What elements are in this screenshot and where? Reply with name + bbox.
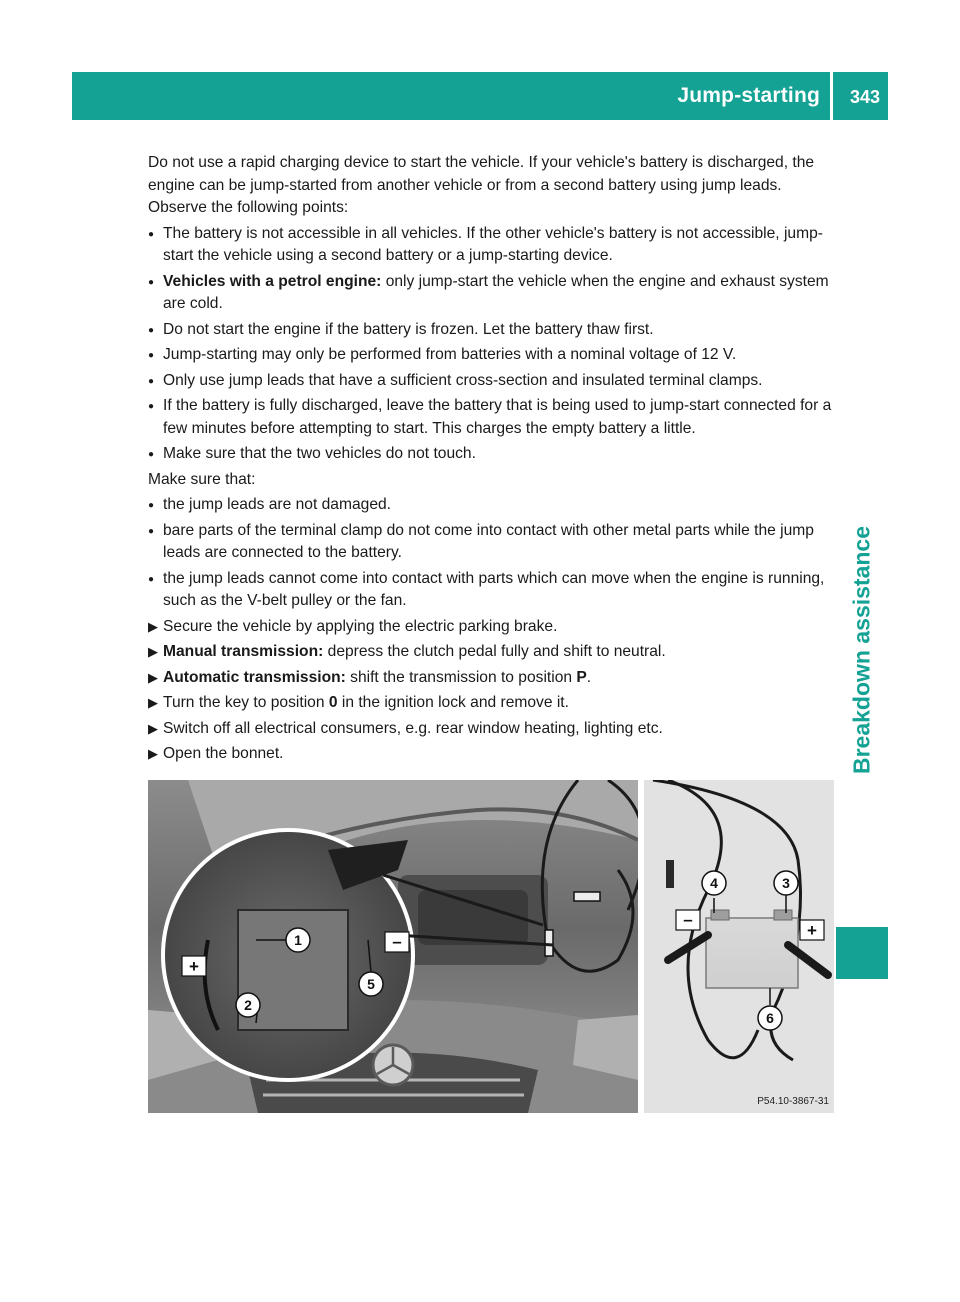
figure-code: P54.10-3867-31: [757, 1096, 829, 1107]
instruction-step: [148, 616, 836, 639]
section-title: Jump-starting: [677, 84, 820, 107]
item-text: depress the clutch pedal fully and shift to neutral.: [323, 643, 666, 660]
bullet-icon: ●: [148, 276, 155, 288]
instruction-step: [148, 743, 836, 766]
cable-sleeve: [666, 860, 674, 888]
svg-text:6: 6: [766, 1010, 774, 1026]
item-lead-label: Manual transmission:: [163, 643, 324, 660]
minus-marker-left: [385, 932, 409, 952]
item-text: Only use jump leads that have a sufficient cross-section and insulated terminal clamps.: [163, 371, 763, 389]
item-position-value: 0: [328, 694, 338, 711]
instruction-step: [148, 667, 836, 690]
bullet-icon: ●: [148, 449, 155, 460]
item-text: the jump leads are not damaged.: [163, 496, 391, 513]
item-text: Jump-starting may only be performed from batteries with a nominal voltage of 12 V.: [163, 346, 737, 363]
bullet-icon: ●: [148, 324, 155, 336]
svg-text:4: 4: [710, 875, 718, 891]
bullet-point: [148, 344, 836, 367]
item-text: the jump leads cannot come into contact with parts which can move when the engine is running, such as the V-belt pulley or the fan.: [163, 569, 825, 609]
header-divider: [830, 72, 833, 120]
item-position-value: P: [576, 668, 587, 686]
instruction-step: [148, 718, 836, 741]
points-list: [148, 223, 836, 466]
make-sure-label: Make sure that:: [148, 470, 256, 488]
item-lead-label: Automatic transmission:: [163, 668, 346, 686]
chapter-marker: [836, 927, 888, 979]
bullet-icon: ●: [148, 228, 155, 240]
svg-text:–: –: [683, 910, 693, 929]
step-arrow-icon: ▶: [148, 644, 158, 659]
bullet-point: [148, 370, 836, 393]
minus-marker-right: [676, 910, 700, 930]
check-point: [148, 520, 836, 565]
bullet-point: [148, 223, 836, 268]
checks-list: [148, 494, 836, 613]
page-body: [148, 152, 836, 769]
svg-text:3: 3: [782, 875, 790, 891]
bullet-icon: ●: [148, 350, 155, 361]
instruction-step: [148, 641, 836, 664]
bullet-point: [148, 443, 836, 466]
item-text: Turn the key to position: [163, 694, 329, 711]
instruction-step: [148, 692, 836, 715]
plus-marker-right: [800, 920, 824, 940]
svg-text:1: 1: [294, 932, 302, 948]
panel-separator: [638, 780, 644, 1113]
page-number: 343: [849, 87, 880, 107]
svg-text:2: 2: [244, 997, 252, 1013]
steps-list: [148, 616, 836, 766]
bullet-point: [148, 271, 836, 316]
step-arrow-icon: ▶: [148, 695, 158, 710]
chapter-tab: [836, 400, 888, 900]
intro-paragraph: Do not use a rapid charging device to start the vehicle. If your vehicle's battery is discharged, the engine can be jump-started from another vehicle or from a second battery using jump leads. Observe the following points:: [148, 154, 815, 216]
item-text-end: in the ignition lock and remove it.: [337, 694, 569, 711]
bullet-icon: ●: [148, 500, 155, 511]
item-text: The battery is not accessible in all vehicles. If the other vehicle's battery is not accessible, jump-start the vehicle using a second battery or a jump-starting device.: [163, 224, 823, 264]
svg-text:+: +: [807, 921, 817, 940]
battery-terminal-positive: [774, 910, 792, 920]
step-arrow-icon: ▶: [148, 720, 158, 736]
item-text: shift the transmission to position: [345, 668, 577, 686]
item-text-end: .: [586, 668, 592, 686]
bullet-point: [148, 319, 836, 342]
check-point: [148, 494, 836, 517]
jump-start-illustration: [148, 780, 834, 1113]
step-arrow-icon: ▶: [148, 746, 158, 761]
item-text: Do not start the engine if the battery is frozen. Let the battery thaw first.: [163, 320, 654, 338]
svg-text:–: –: [392, 932, 402, 951]
item-text: If the battery is fully discharged, leave the battery that is being used to jump-start connected for a few minutes before attempting to start. This charges the empty battery a little.: [163, 397, 832, 437]
engine-bay-and-battery-image: [148, 780, 834, 1113]
bullet-icon: ●: [148, 375, 155, 387]
bullet-icon: ●: [148, 573, 155, 585]
clamp-left-2: [574, 892, 600, 901]
step-arrow-icon: ▶: [148, 618, 158, 634]
battery-body: [706, 918, 798, 988]
item-lead-label: Vehicles with a petrol engine:: [163, 272, 382, 290]
item-text: only jump-start the vehicle when the engine and exhaust system are cold.: [163, 272, 829, 312]
chapter-label: Breakdown assistance: [848, 525, 875, 775]
check-point: [148, 568, 836, 613]
bullet-icon: ●: [148, 401, 155, 412]
bullet-point: [148, 395, 836, 440]
step-arrow-icon: ▶: [148, 669, 158, 685]
item-text: Secure the vehicle by applying the electric parking brake.: [163, 617, 558, 635]
item-text: Open the bonnet.: [163, 745, 284, 762]
item-text: Make sure that the two vehicles do not touch.: [163, 445, 476, 462]
item-text: bare parts of the terminal clamp do not come into contact with other metal parts while the jump leads are connected to the battery.: [163, 521, 814, 561]
item-text: Switch off all electrical consumers, e.g. rear window heating, lighting etc.: [163, 719, 663, 737]
page-header: [72, 72, 888, 120]
clamp-left-1: [545, 930, 553, 956]
bullet-icon: ●: [148, 525, 155, 537]
svg-text:+: +: [189, 957, 199, 976]
plus-marker-left: [182, 956, 206, 976]
svg-text:5: 5: [367, 976, 375, 992]
